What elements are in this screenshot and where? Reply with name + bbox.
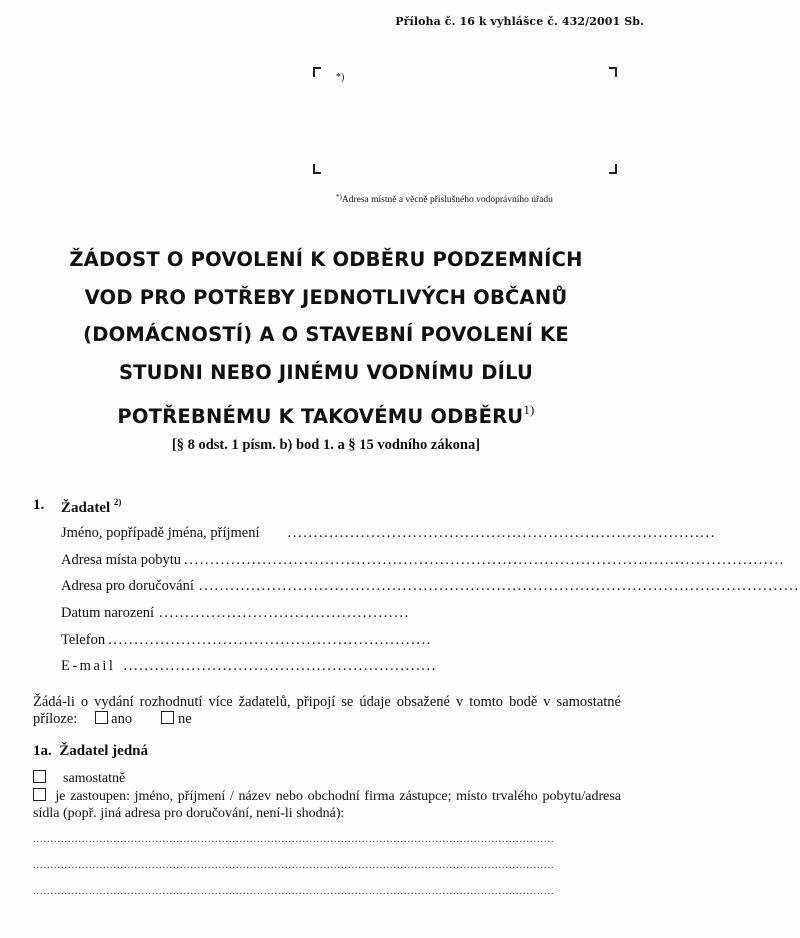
field-email[interactable] [61,658,437,675]
field-birth-date[interactable] [61,605,410,622]
representative-line-2[interactable]: ..................................................................................................................................................... [33,860,555,871]
title-footnote: 1) [523,402,535,417]
address-box-corner-top-left [313,67,321,77]
field-residence-label: Adresa místa pobytu [61,552,182,568]
title-line: ŽÁDOST O POVOLENÍ K ODBĚRU PODZEMNÍCH [69,248,583,271]
title-line: STUDNI NEBO JINÉMU VODNÍMU DÍLU [118,360,534,384]
address-note-marker: *) [336,193,342,201]
document-title [0,241,652,436]
option-ano[interactable] [95,711,133,727]
address-box-corner-bottom-left [313,164,321,174]
field-phone[interactable] [61,632,433,649]
option-represented[interactable] [33,788,621,822]
checkbox-ne[interactable] [161,711,174,724]
option-independent[interactable] [33,770,125,787]
checkbox-represented[interactable] [33,788,46,801]
address-box-marker: *) [336,72,345,83]
law-reference: [§ 8 odst. 1 písm. b) bod 1. a § 15 vodního zákona] [171,437,481,453]
field-residence-input[interactable]: ................................................................................................................... [184,552,785,568]
field-phone-input[interactable]: .............................................................. [108,632,433,648]
title-line-last [0,391,652,436]
field-phone-label: Telefon [61,632,106,648]
address-note [336,193,553,205]
address-box-corner-top-right [609,67,617,77]
section-1-footnote: 2) [113,497,122,507]
field-delivery-address[interactable] [61,578,800,595]
field-name[interactable] [61,525,716,542]
address-note-text: Adresa místně a věcně příslušného vodoprávního úřadu [341,195,553,205]
option-represented-label: je zastoupen: jméno, příjmení / název nebo obchodní firma zástupce; místo trvalého pobytu/adresa sídla (popř. jiná adresa pro doručování, není-li shodná): [33,789,622,821]
authority-address-field[interactable] [330,88,600,158]
title-line: (DOMÁCNOSTÍ) A O STAVEBNÍ POVOLENÍ KE [83,323,569,346]
title-line: POTŘEBNÉMU K TAKOVÉMU ODBĚRU [117,405,524,428]
representative-line-3[interactable]: ..................................................................................................................................................... [33,886,555,897]
title-line: VOD PRO POTŘEBY JEDNOTLIVÝCH OBČANŮ [84,285,568,309]
section-1a-number: 1a. [33,743,52,759]
field-email-input[interactable]: ............................................................ [123,658,437,674]
address-box-corner-bottom-right [609,164,617,174]
annex-reference: Příloha č. 16 k vyhlášce č. 432/2001 Sb. [395,15,644,28]
checkbox-independent[interactable] [33,770,46,783]
field-delivery-address-input[interactable]: ................................................................................................................... [198,578,800,594]
field-residence[interactable] [61,552,785,569]
representative-line-1[interactable]: ..................................................................................................................................................... [33,834,555,845]
checkbox-ano[interactable] [95,711,108,724]
section-1-title-text: Žadatel [61,500,111,516]
field-name-label: Jméno, popřípadě jména, příjmení [61,525,260,541]
field-birth-date-input[interactable]: ................................................ [159,605,410,621]
section-1a-title: Žadatel jedná [59,743,149,759]
option-ano-label: ano [111,711,133,727]
field-birth-date-label: Datum narození [61,605,155,621]
option-ne-label: ne [177,711,192,727]
option-independent-label: samostatně [63,771,126,786]
section-1-number: 1. [33,497,45,513]
field-delivery-address-label: Adresa pro doručování [61,578,194,594]
section-1a-heading [33,743,148,760]
field-name-input[interactable]: .................................................................................. [287,525,716,541]
section-1-title [61,497,121,517]
option-ne[interactable] [161,711,191,727]
multiple-applicants-text: Žádá-li o vydání rozhodnutí více žadatelů, připojí se údaje obsažené v tomto bodě v samostatné příloze: [33,694,621,727]
field-email-label: E-mail [61,658,116,674]
multiple-applicants-note [33,694,621,728]
